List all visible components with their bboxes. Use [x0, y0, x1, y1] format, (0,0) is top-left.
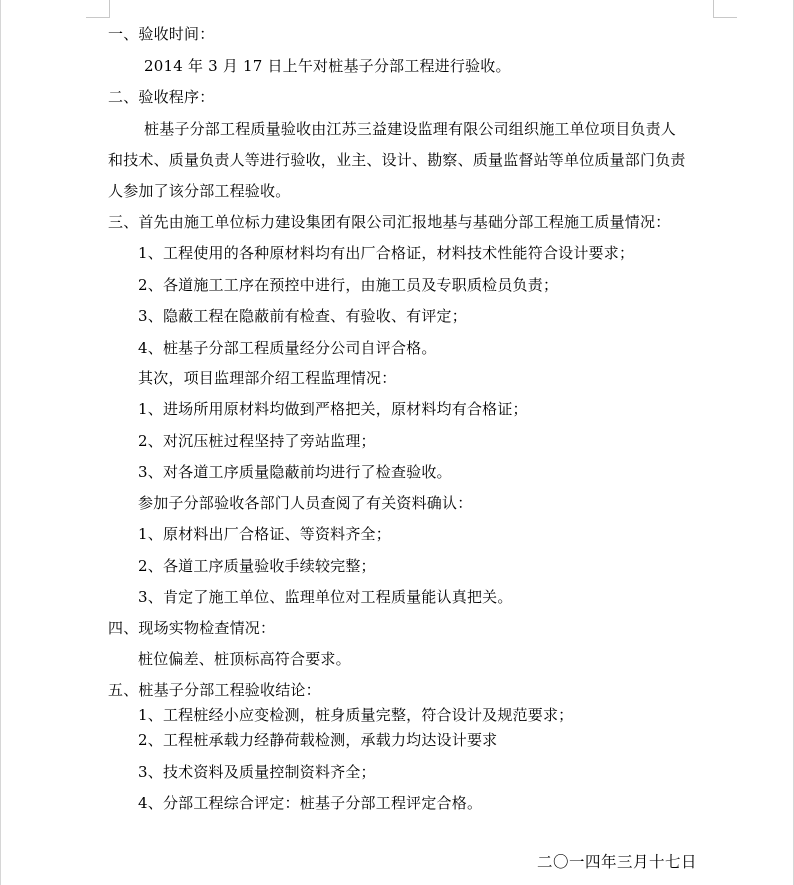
- list-item: 1、原材料出厂合格证、等资料齐全；: [138, 525, 391, 543]
- crop-mark-top-left: [86, 17, 110, 18]
- crop-mark-top-left-vertical: [109, 0, 110, 18]
- list-item: 1、进场所用原材料均做到严格把关，原材料均有合格证；: [138, 400, 528, 418]
- list-item: 3、技术资料及质量控制资料齐全；: [138, 763, 376, 781]
- section-3-second-intro: 其次，项目监理部介绍工程监理情况：: [138, 369, 397, 387]
- section-2-para-line: 和技术、质量负责人等进行验收，业主、设计、勘察、质量监督站等单位质量部门负责: [108, 151, 686, 169]
- list-item: 2、各道施工工序在预控中进行，由施工员及专职质检员负责；: [138, 276, 559, 294]
- section-4-text: 桩位偏差、桩顶标高符合要求。: [138, 650, 351, 668]
- document-date: 二〇一四年三月十七日: [537, 853, 698, 871]
- section-1-text: 2014 年 3 月 17 日上午对桩基子分部工程进行验收。: [144, 57, 511, 75]
- section-2-heading: 二、验收程序：: [108, 88, 215, 106]
- list-item: 4、分部工程综合评定：桩基子分部工程评定合格。: [138, 794, 483, 812]
- list-item: 3、隐蔽工程在隐蔽前有检查、有验收、有评定；: [138, 307, 467, 325]
- list-item: 2、工程桩承载力经静荷载检测，承载力均达设计要求: [138, 731, 498, 749]
- section-3-third-intro: 参加子分部验收各部门人员查阅了有关资料确认：: [138, 494, 473, 512]
- crop-mark-top-right: [713, 17, 737, 18]
- crop-mark-top-right-vertical: [713, 0, 714, 18]
- section-5-heading: 五、桩基子分部工程验收结论：: [108, 681, 321, 699]
- list-item: 2、各道工序质量验收手续较完整；: [138, 557, 376, 575]
- section-2-para-line: 桩基子分部工程质量验收由江苏三益建设监理有限公司组织施工单位项目负责人: [144, 120, 677, 138]
- list-item: 3、肯定了施工单位、监理单位对工程质量能认真把关。: [138, 588, 513, 606]
- list-item: 4、桩基子分部工程质量经分公司自评合格。: [138, 339, 437, 357]
- section-2-para-line: 人参加了该分部工程验收。: [108, 182, 291, 200]
- section-4-heading: 四、现场实物检查情况：: [108, 619, 276, 637]
- list-item: 1、工程桩经小应变检测，桩身质量完整，符合设计及规范要求；: [138, 706, 574, 724]
- section-3-heading: 三、首先由施工单位标力建设集团有限公司汇报地基与基础分部工程施工质量情况：: [108, 213, 671, 231]
- list-item: 3、对各道工序质量隐蔽前均进行了检查验收。: [138, 463, 452, 481]
- list-item: 1、工程使用的各种原材料均有出厂合格证，材料技术性能符合设计要求；: [138, 244, 635, 262]
- list-item: 2、对沉压桩过程坚持了旁站监理；: [138, 432, 376, 450]
- section-1-heading: 一、验收时间：: [108, 25, 215, 43]
